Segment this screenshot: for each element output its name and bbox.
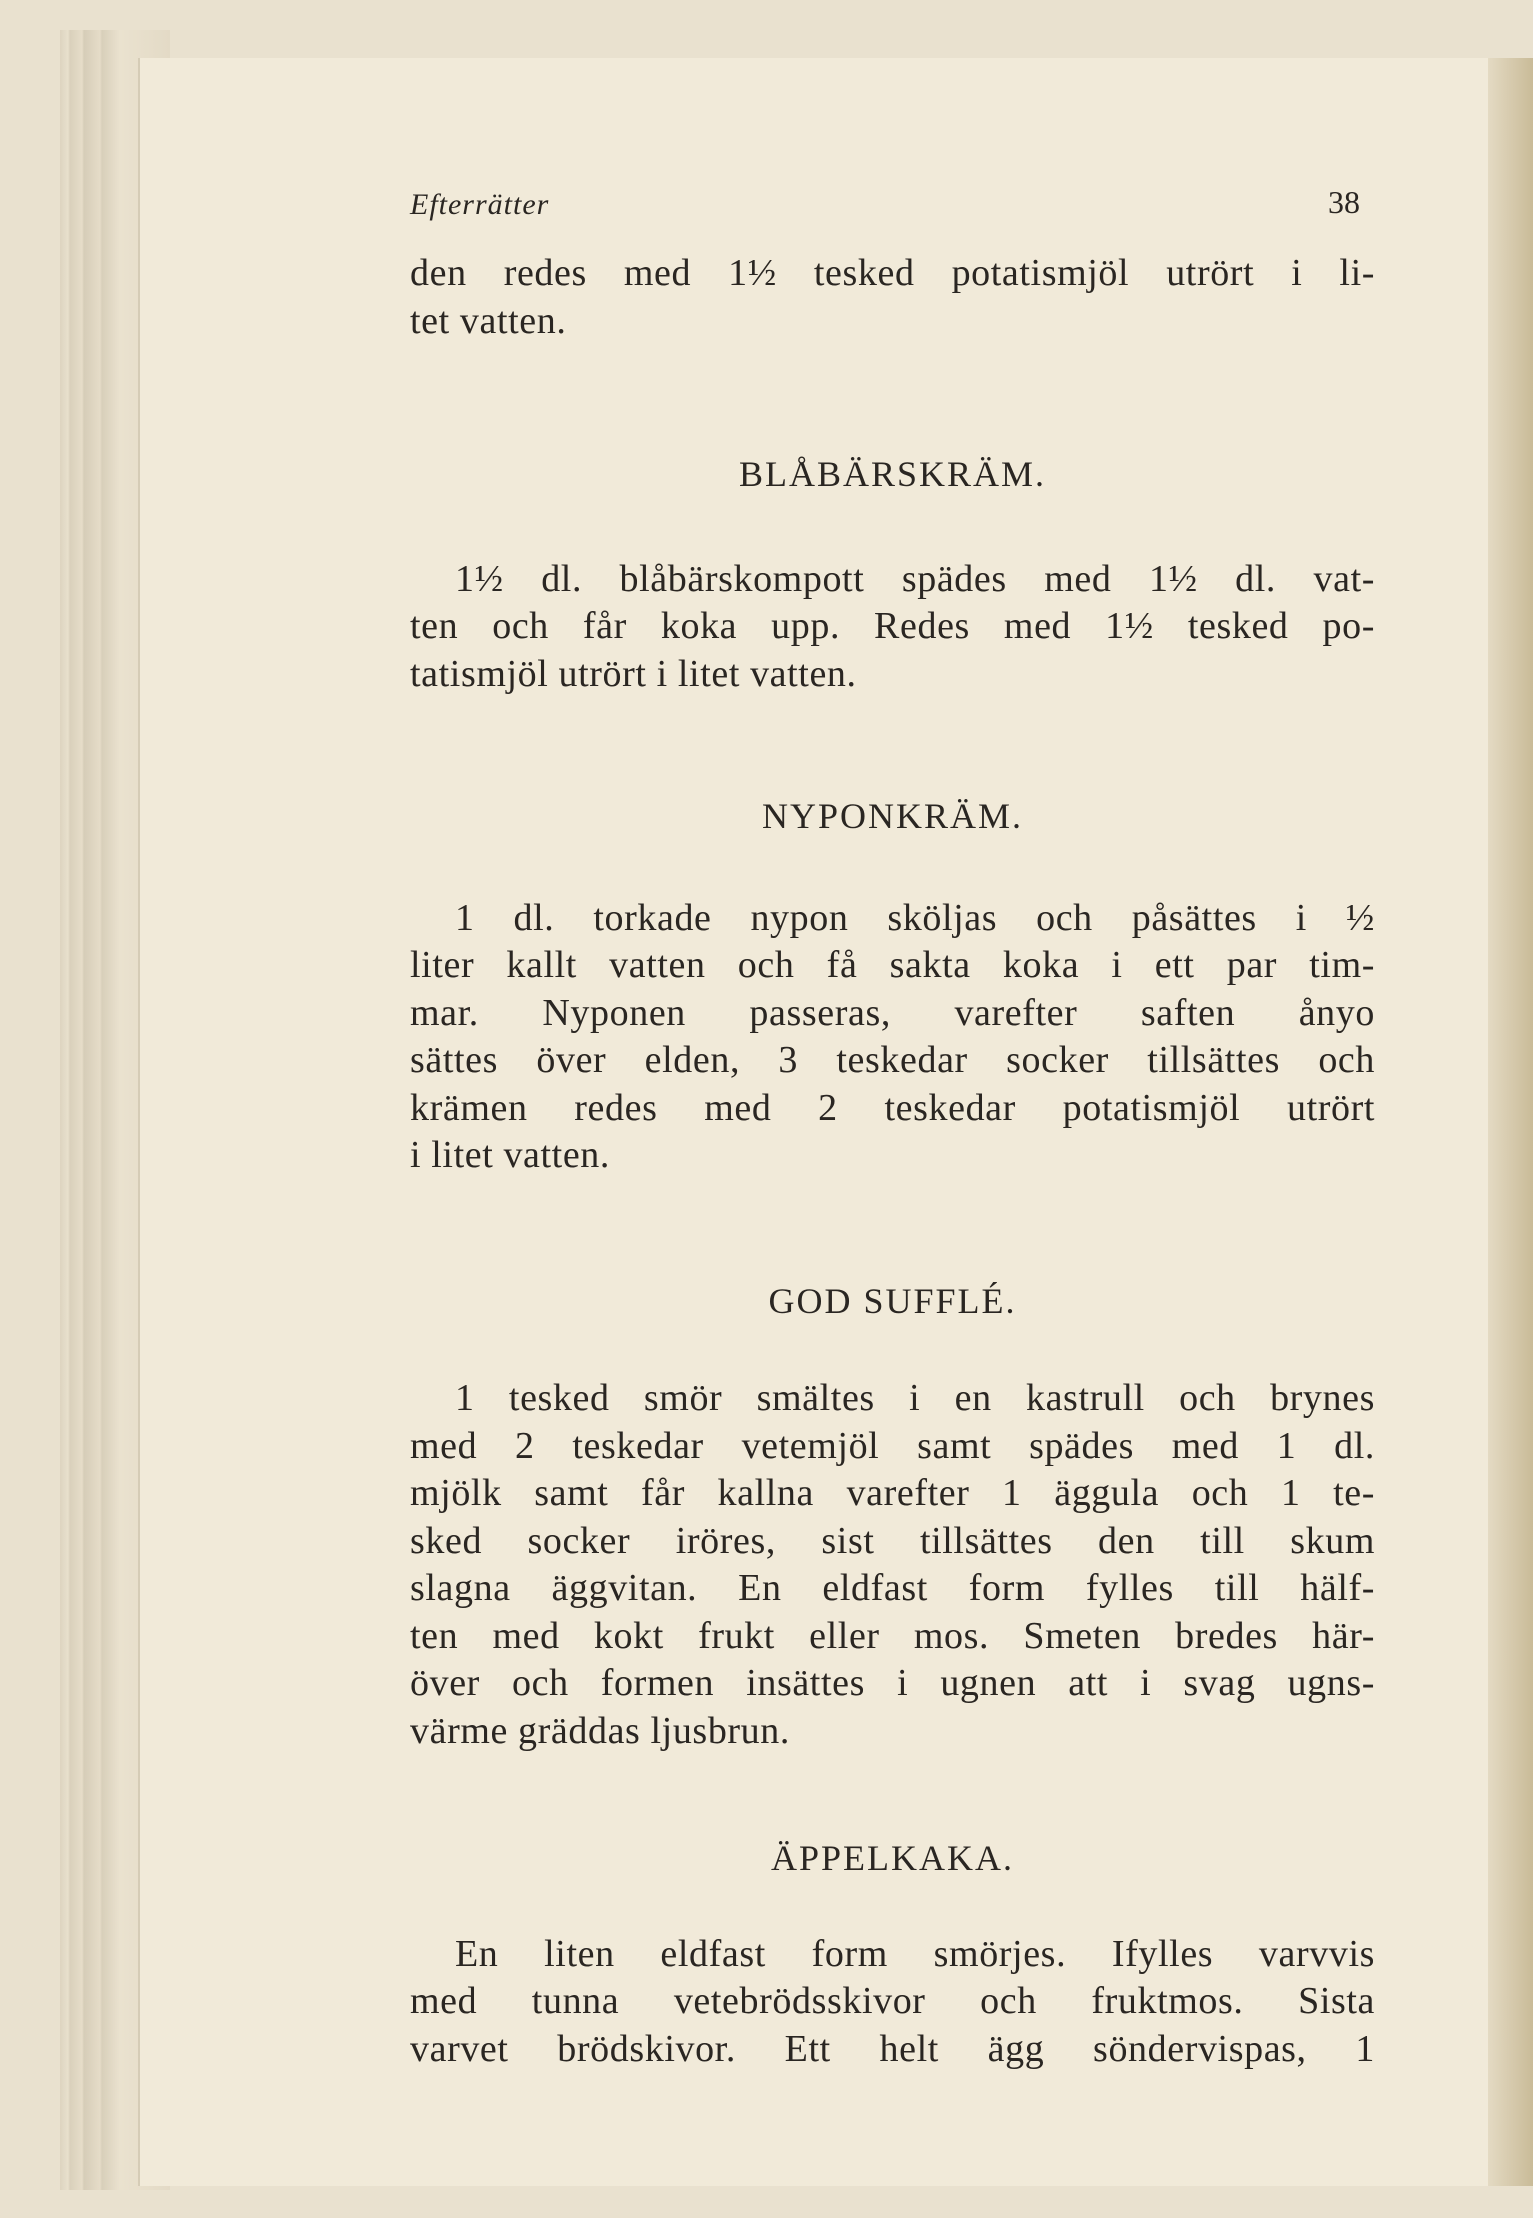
text-line: med tunna vetebrödsskivor och fruktmos. Sista — [410, 1980, 1375, 2022]
text-line: sättes över elden, 3 teskedar socker tillsättes och — [410, 1039, 1375, 1081]
text-line: liter kallt vatten och få sakta koka i ett par tim- — [410, 944, 1375, 986]
intro-paragraph — [410, 250, 1375, 345]
section-heading-blabarskram: BLÅBÄRSKRÄM. — [738, 454, 1047, 494]
text-line: sked socker iröres, sist tillsättes den till skum — [410, 1519, 1375, 1562]
text-line: tet vatten. — [410, 299, 567, 342]
text-line: ten med kokt frukt eller mos. Smeten bredes här- — [410, 1614, 1375, 1657]
section-heading-nyponkram: NYPONKRÄM. — [761, 796, 1024, 836]
text-line: över och formen insättes i ugnen att i svag ugns- — [410, 1662, 1375, 1704]
text-line: med 2 teskedar vetemjöl samt spädes med 1 dl. — [410, 1424, 1375, 1467]
text-line: mjölk samt får kallna varefter 1 äggula och 1 te- — [410, 1472, 1375, 1514]
text-line: krämen redes med 2 teskedar potatismjöl utrört — [410, 1086, 1375, 1129]
text-line: 1½ dl. blåbärskompott spädes med 1½ dl. vat- — [455, 557, 1375, 600]
page-number: 38 — [1328, 184, 1360, 220]
text-line: varvet brödskivor. Ett helt ägg söndervispas, 1 — [410, 2027, 1375, 2070]
recipe-paragraph-nyponkram — [410, 895, 1375, 1180]
text-line: En liten eldfast form smörjes. Ifylles varvvis — [455, 1932, 1375, 1975]
text-line: tatismjöl utrört i litet vatten. — [410, 652, 857, 695]
text-line: mar. Nyponen passeras, varefter saften ånyo — [410, 991, 1375, 1034]
text-line: den redes med 1½ tesked potatismjöl utrört i li- — [410, 252, 1375, 294]
text-line: ten och får koka upp. Redes med 1½ tesked po- — [410, 605, 1375, 647]
recipe-paragraph-blabarskram — [410, 556, 1375, 699]
page-header — [410, 184, 1360, 234]
text-line: värme gräddas ljusbrun. — [410, 1709, 790, 1752]
recipe-paragraph-appelkaka — [410, 1931, 1375, 2074]
text-line: 1 dl. torkade nypon sköljas och påsättes i ½ — [455, 896, 1375, 939]
text-line: 1 tesked smör smältes i en kastrull och brynes — [455, 1377, 1375, 1419]
section-heading-appelkaka: ÄPPELKAKA. — [770, 1838, 1014, 1878]
text-line: slagna äggvitan. En eldfast form fylles till hälf- — [410, 1567, 1375, 1609]
page-body — [410, 250, 1375, 2073]
text-line: i litet vatten. — [410, 1134, 611, 1176]
section-heading-god-suffle: GOD SUFFLÉ. — [768, 1280, 1017, 1321]
running-title: Efterrätter — [410, 188, 550, 221]
book-gutter — [1488, 58, 1533, 2186]
recipe-paragraph-god-suffle — [410, 1375, 1375, 1755]
